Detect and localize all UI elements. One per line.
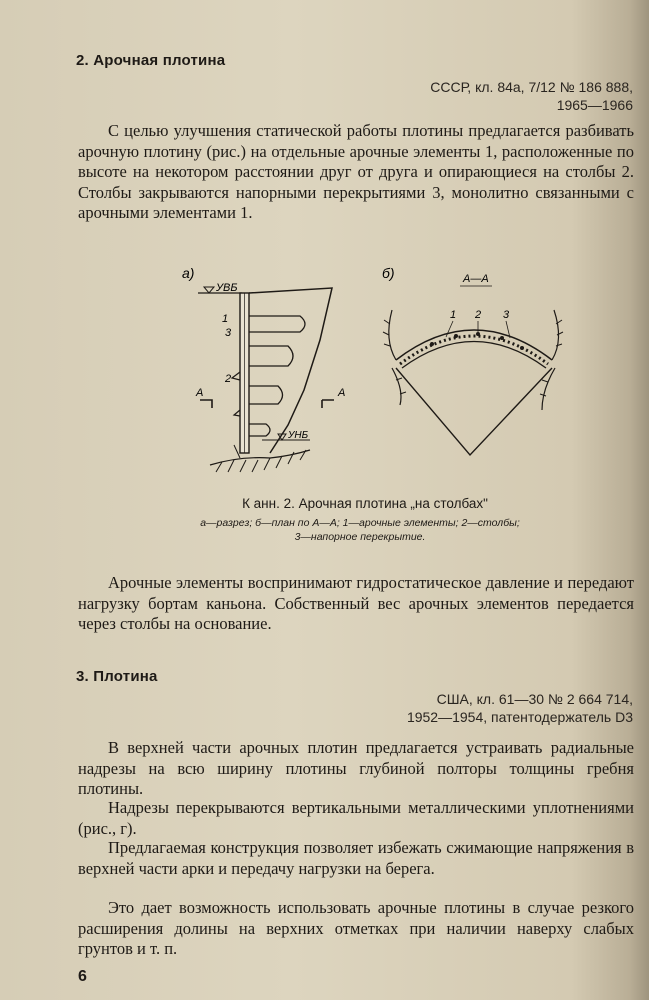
figure-num-2a: 2 — [225, 373, 232, 385]
patent-ref-line: США, кл. 61—30 № 2 664 714, — [436, 691, 633, 707]
patent-ref-years: 1965—1966 — [556, 97, 633, 113]
arch-dam-figure — [170, 260, 570, 495]
section-2-closing-paragraph: Арочные элементы воспринимают гидростатическое давление и передают нагрузку бортам каньона. Собственный вес арочных элементов передается через столбы на основание. — [78, 573, 634, 633]
figure-num-3b: 3 — [503, 309, 510, 321]
figure-label-b: б) — [382, 265, 395, 281]
page-number: 6 — [78, 968, 87, 985]
figure-caption-legend — [140, 516, 580, 544]
caption-legend-line: а—разрез; б—план по А—А; 1—арочные элементы; 2—столбы; — [200, 517, 520, 529]
section-2-heading: 2. Арочная плотина — [76, 52, 226, 69]
section-3-paragraph-1: В верхней части арочных плотин предлагается устраивать радиальные надрезы на всю ширину плотины глубиной полторы толщины гребня плотины. — [78, 738, 634, 798]
section-3-paragraph-2: Надрезы перекрываются вертикальными металлическими уплотнениями (рис., г). — [78, 798, 634, 838]
section-3-paragraph-4: Это дает возможность использовать арочные плотины в случае резкого расширения долины на верхних отметках при наличии наверху слабых грунтов и т. п. — [78, 898, 634, 958]
figure-num-2b: 2 — [475, 309, 482, 321]
section-mark-right: А — [338, 387, 346, 399]
section-2-paragraph: С целью улучшения статической работы плотины предлагается разбивать арочную плотину (рис.) на отдельные арочные элементы 1, расположенные по высоте на некотором расстоянии друг от друга и опирающиеся на столбы 2. Столбы закрываются напорными перекрытиями 3, монолитно связанными с арочными элементами 1. — [78, 121, 634, 222]
uvb-label: УВБ — [216, 282, 238, 294]
figure-num-3a: 3 — [225, 327, 232, 339]
section-title: А—А — [463, 273, 489, 285]
section-2-patent-ref — [430, 78, 633, 114]
patent-ref-years: 1952—1954, патентодержатель D3 — [406, 709, 633, 725]
section-mark-left: А — [196, 387, 204, 399]
caption-legend-line: 3—напорное перекрытие. — [294, 531, 426, 543]
section-3-patent-ref — [407, 690, 633, 726]
section-3-heading: 3. Плотина — [76, 668, 158, 685]
unb-label: УНБ — [288, 430, 309, 441]
figure-caption-title: К анн. 2. Арочная плотина „на столбах" — [242, 496, 488, 511]
figure-num-1a: 1 — [222, 313, 229, 325]
section-3-paragraph-3: Предлагаемая конструкция позволяет избежать сжимающие напряжения в верхней части арки и передачу нагрузки на берега. — [78, 838, 634, 878]
figure-label-a: а) — [182, 265, 195, 281]
patent-ref-line: СССР, кл. 84а, 7/12 № 186 888, — [430, 79, 633, 95]
figure-num-1b: 1 — [450, 309, 457, 321]
